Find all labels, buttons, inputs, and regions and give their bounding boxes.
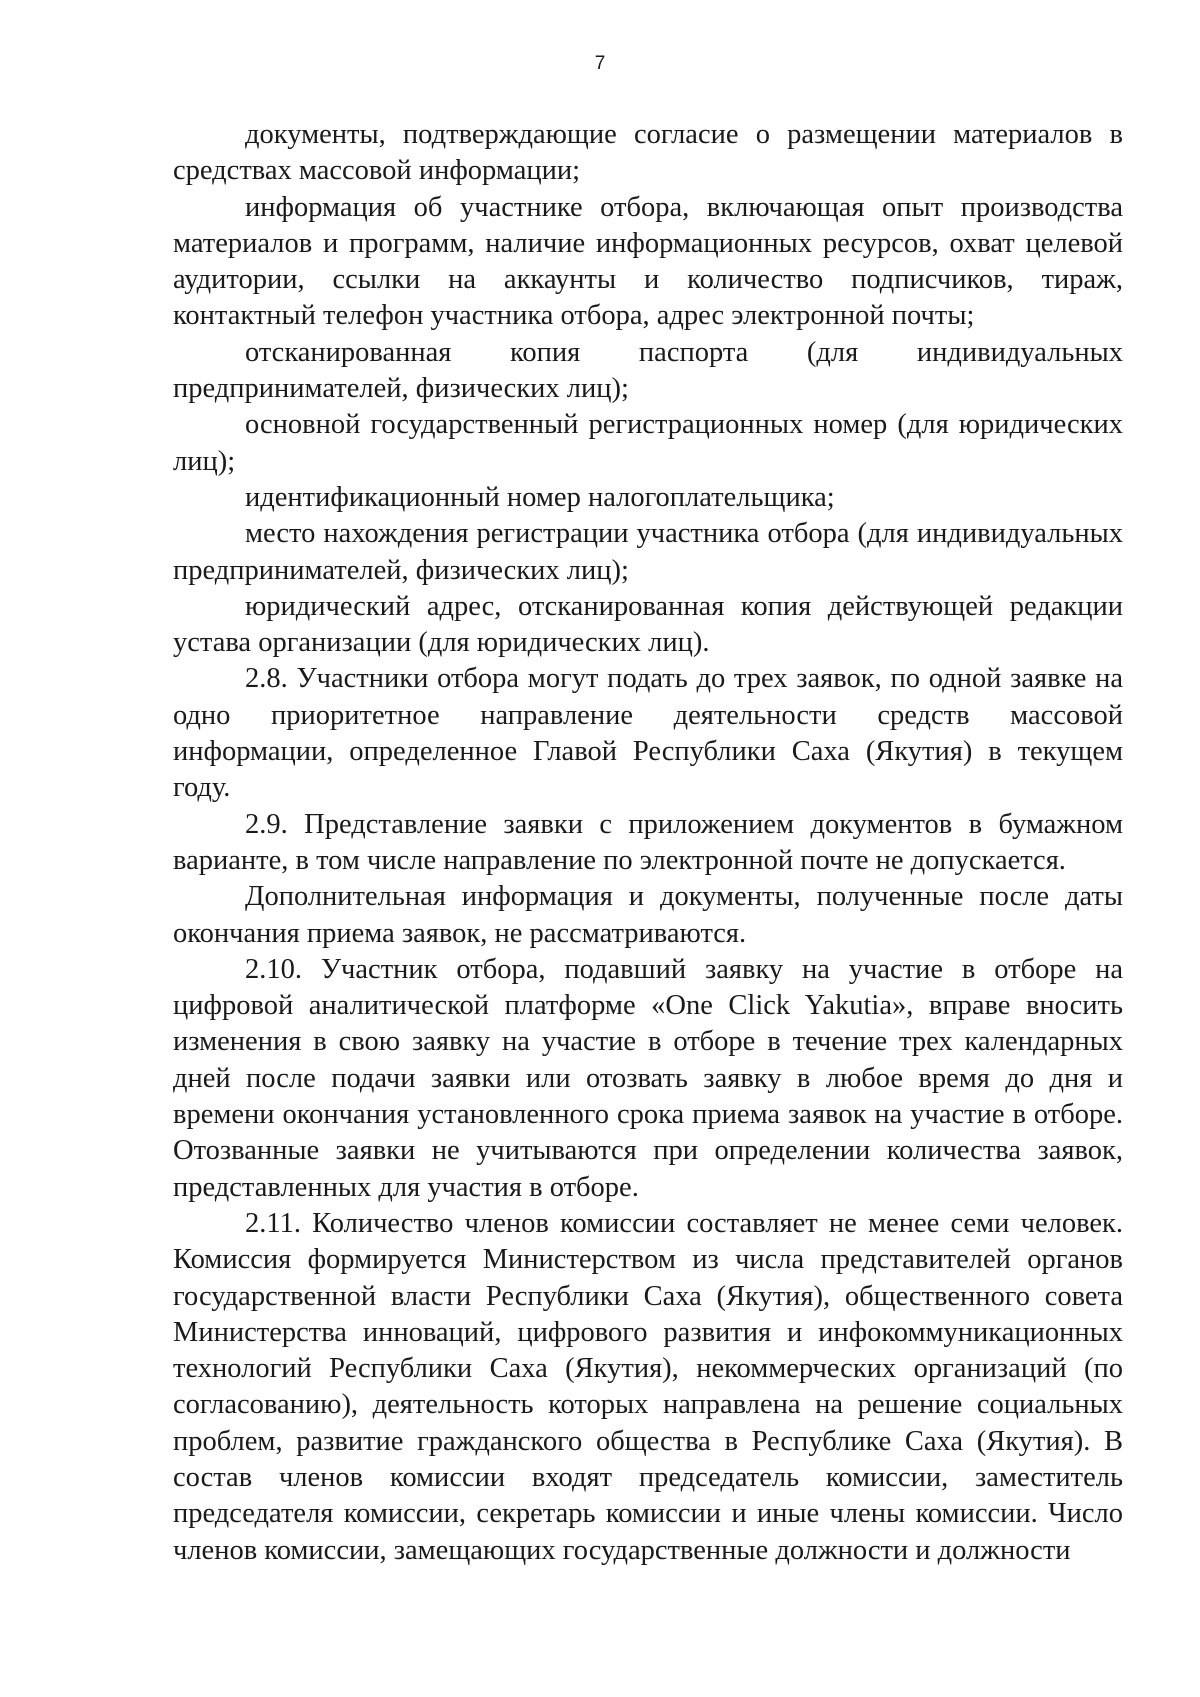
paragraph-2-9: 2.9. Представление заявки с приложением документов в бумажном варианте, в том числе направление по электронной почте не допускается.: [173, 808, 1123, 876]
paragraph-2-8: 2.8. Участники отбора могут подать до трех заявок, по одной заявке на одно приоритетное направление деятельности средств массовой информации, определенное Главой Республики Саха (Якутия) в текущем году.: [173, 663, 1123, 804]
paragraph-passport-copy: отсканированная копия паспорта (для индивидуальных предпринимателей, физических лиц);: [173, 336, 1123, 405]
paragraph-participant-info: информация об участнике отбора, включающая опыт производства материалов и программ, наличие информационных ресурсов, охват целевой аудитории, ссылки на аккаунты и количество подписчиков, тираж, контактный телефон участника отбора, адрес электронной почты;: [173, 191, 1123, 332]
paragraph-legal-address: юридический адрес, отсканированная копия действующей редакции устава организации (для юридических лиц).: [173, 590, 1123, 659]
page-number: 7: [594, 53, 606, 74]
document-body: [173, 117, 1123, 1569]
paragraph-media-consent: документы, подтверждающие согласие о размещении материалов в средствах массовой информации;: [173, 119, 1123, 187]
paragraph-registration-place: место нахождения регистрации участника отбора (для индивидуальных предпринимателей, физических лиц);: [173, 518, 1123, 586]
paragraph-ogrn: основной государственный регистрационных номер (для юридических лиц);: [173, 409, 1123, 477]
paragraph-inn: идентификационный номер налогоплательщика;: [245, 481, 835, 513]
paragraph-2-10: 2.10. Участник отбора, подавший заявку на участие в отборе на цифровой аналитической платформе «One Click Yakutia», вправе вносить изменения в свою заявку на участие в отборе в течение трех календарных дней после подачи заявки или отозвать заявку в любое время до дня и времени окончания установленного срока приема заявок на участие в отборе. Отозванные заявки не учитываются при определении количества заявок, представленных для участия в отборе.: [173, 953, 1123, 1203]
paragraph-2-11: 2.11. Количество членов комиссии составляет не менее семи человек. Комиссия формируется Министерством из числа представителей органов государственной власти Республики Саха (Якутия), общественного совета Министерства инноваций, цифрового развития и инфокоммуникационных технологий Республики Саха (Якутия), некоммерческих организаций (по согласованию), деятельность которых направлена на решение социальных проблем, развитие гражданского общества в Республике Саха (Якутия). В состав членов комиссии входят председатель комиссии, заместитель председателя комиссии, секретарь комиссии и иные члены комиссии. Число членов комиссии, замещающих государственные должности и должности: [173, 1207, 1123, 1566]
paragraph-additional-info: Дополнительная информация и документы, полученные после даты окончания приема заявок, не рассматриваются.: [173, 881, 1123, 949]
